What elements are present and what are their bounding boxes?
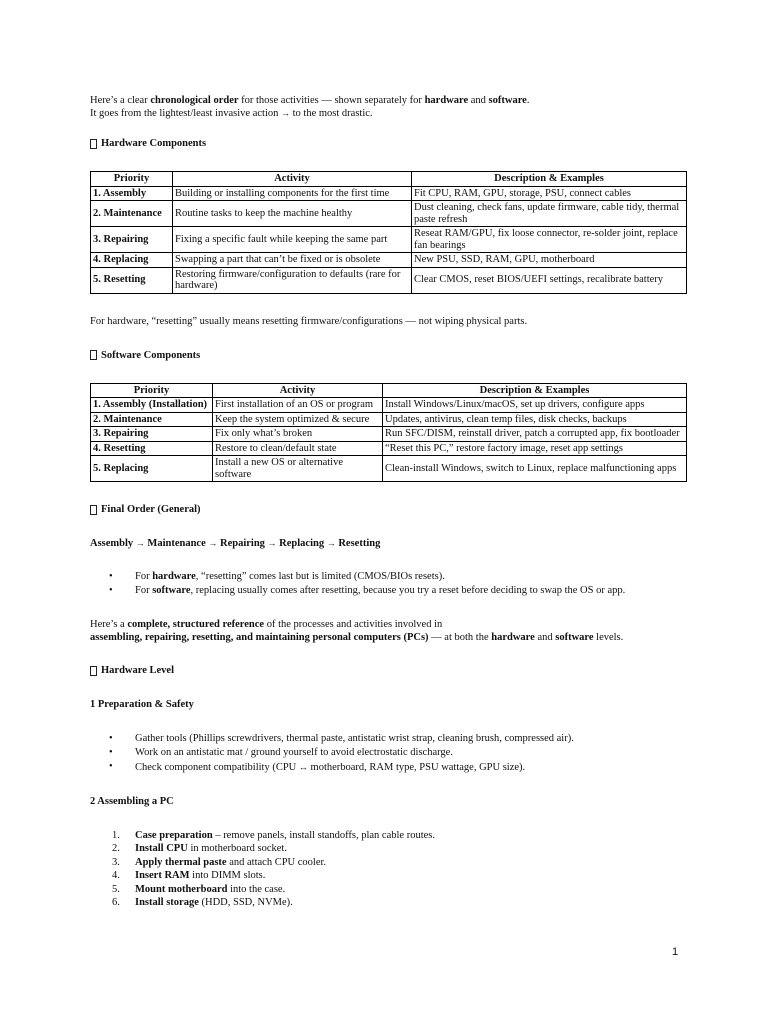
arrow-icon: → (135, 538, 145, 548)
heading-text: 1 Preparation & Safety (90, 699, 194, 710)
description-cell: Dust cleaning, check fans, update firmware, cable tidy, thermal paste refresh (412, 201, 687, 227)
text: For (135, 571, 153, 582)
text-bold: hardware (491, 632, 535, 643)
column-header: Description & Examples (383, 383, 687, 398)
description-cell: Updates, antivirus, clean temp files, disk checks, backups (383, 412, 687, 427)
activity-cell: Swapping a part that can’t be fixed or is obsolete (173, 253, 412, 268)
list-item (112, 842, 686, 855)
heading-text: Hardware Level (101, 665, 174, 676)
list-item (112, 856, 686, 869)
text-bold: software (488, 95, 527, 106)
reference-line-1 (90, 618, 686, 631)
activity-cell: Fixing a specific fault while keeping the same part (173, 227, 412, 253)
column-header: Description & Examples (412, 172, 687, 187)
text-bold: Insert RAM (135, 870, 190, 882)
priority-cell: 5. Replacing (91, 456, 213, 482)
table-row (91, 201, 687, 227)
text-bold: Mount motherboard (135, 883, 228, 895)
subheading-preparation (90, 698, 686, 711)
column-header: Activity (213, 383, 383, 398)
list-item (135, 760, 686, 775)
text: Check component compatibility (CPU (135, 762, 299, 773)
column-header: Activity (173, 172, 412, 187)
text-bold: Apply thermal paste (135, 856, 227, 868)
priority-cell: 3. Repairing (91, 427, 213, 442)
heading-text: Final Order (General) (101, 504, 201, 515)
priority-cell: 1. Assembly (91, 186, 173, 201)
table-row (91, 398, 687, 413)
text-bold: hardware (424, 95, 469, 106)
text: . (526, 95, 530, 106)
heading-text: 2 Assembling a PC (90, 796, 174, 807)
table-header-row (91, 172, 687, 187)
description-cell: Reseat RAM/GPU, fix loose connector, re-solder joint, replace fan bearings (412, 227, 687, 253)
reference-line-2 (90, 631, 686, 644)
text: for those activities — shown separately for (238, 95, 425, 106)
assembly-steps-list (90, 829, 686, 909)
text: (HDD, SSD, NVMe). (198, 897, 293, 909)
arrow-icon: → (208, 538, 218, 548)
section-heading-software (90, 349, 686, 362)
description-cell: Fit CPU, RAM, GPU, storage, PSU, connect cables (412, 186, 687, 201)
text: into the case. (227, 883, 286, 895)
missing-glyph-icon (90, 350, 97, 360)
step-number: 2. (112, 843, 120, 855)
hardware-note: For hardware, “resetting” usually means resetting firmware/configurations — not wiping physical parts. (90, 315, 528, 327)
text: It goes from the lightest/least invasive action (90, 108, 281, 119)
heading-text: Hardware Components (101, 138, 207, 149)
text: Here’s a clear (90, 95, 151, 106)
activity-cell: Fix only what’s broken (213, 427, 383, 442)
text-bold: complete, structured reference (127, 619, 265, 630)
missing-glyph-icon (90, 666, 97, 676)
description-cell: Run SFC/DISM, reinstall driver, patch a corrupted app, fix bootloader (383, 427, 687, 442)
description-cell: New PSU, SSD, RAM, GPU, motherboard (412, 253, 687, 268)
text-bold: assembling, repairing, resetting, and maintaining personal computers (PCs) (90, 632, 429, 643)
subheading-assembling (90, 795, 686, 808)
heading-text: Software Components (101, 349, 201, 361)
sequence-step: Replacing (279, 538, 325, 549)
text: , “resetting” comes last but is limited (CMOS/BIOs resets). (195, 571, 445, 582)
intro-line-1 (90, 94, 686, 107)
section-heading-final-order (90, 503, 686, 516)
final-order-bullets (90, 570, 686, 598)
priority-cell: 4. Resetting (91, 441, 213, 456)
step-number: 3. (112, 856, 120, 868)
step-number: 4. (112, 870, 120, 882)
description-cell: Clean-install Windows, switch to Linux, replace malfunctioning apps (383, 456, 687, 482)
step-number: 6. (112, 897, 120, 909)
text: and attach CPU cooler. (226, 856, 327, 868)
document-page (90, 94, 686, 909)
list-item (112, 829, 686, 842)
text-bold: hardware (152, 571, 196, 582)
text: — at both the (428, 632, 492, 643)
text: motherboard, RAM type, PSU wattage, GPU size). (307, 762, 526, 773)
text: in motherboard socket. (187, 843, 287, 855)
table-row (91, 456, 687, 482)
arrow-icon: → (326, 538, 336, 548)
page-number: 1 (672, 946, 679, 958)
table-row (91, 186, 687, 201)
section-heading-hardware-level (90, 664, 686, 677)
text: – remove panels, install standoffs, plan cable routes. (212, 830, 435, 841)
text: , replacing usually comes after resetting, because you try a reset before deciding to swap the OS or app. (190, 585, 626, 596)
list-item (135, 584, 686, 598)
missing-glyph-icon (90, 139, 97, 149)
text-bold: software (152, 585, 191, 596)
table-row (91, 253, 687, 268)
preparation-list (90, 732, 686, 775)
activity-cell: Restoring firmware/configuration to defaults (rare for hardware) (173, 267, 412, 293)
text-bold: Install CPU (135, 843, 188, 855)
description-cell: “Reset this PC,” restore factory image, reset app settings (383, 441, 687, 456)
list-item: • Gather tools (Phillips screwdrivers, thermal paste, antistatic wrist strap, cleaning brush, compressed air). (135, 732, 686, 746)
text-bold: Install storage (135, 897, 199, 909)
sequence-step: Repairing (220, 538, 265, 549)
text-bold: Case preparation (135, 830, 213, 841)
table-row (91, 227, 687, 253)
list-item (112, 883, 686, 896)
table-row (91, 441, 687, 456)
description-cell: Clear CMOS, reset BIOS/UEFI settings, recalibrate battery (412, 267, 687, 293)
text: and (468, 95, 489, 106)
text: Here’s a (90, 619, 128, 630)
list-item (135, 570, 686, 584)
table-row (91, 267, 687, 293)
activity-cell: First installation of an OS or program (213, 398, 383, 413)
text-bold: chronological order (150, 95, 239, 106)
sequence-step: Resetting (338, 538, 381, 549)
activity-cell: Restore to clean/default state (213, 441, 383, 456)
text: and (534, 632, 556, 643)
priority-cell: 2. Maintenance (91, 201, 173, 227)
text: of the processes and activities involved in (264, 619, 443, 630)
activity-cell: Keep the system optimized & secure (213, 412, 383, 427)
list-item: • Work on an antistatic mat / ground yourself to avoid electrostatic discharge. (135, 746, 686, 760)
final-order-sequence (90, 537, 686, 550)
table-header-row (91, 383, 687, 398)
activity-cell: Install a new OS or alternative software (213, 456, 383, 482)
activity-cell: Routine tasks to keep the machine healthy (173, 201, 412, 227)
section-heading-hardware (90, 137, 686, 150)
column-header: Priority (91, 172, 173, 187)
text: For (135, 585, 153, 596)
reference-paragraph (90, 618, 686, 644)
intro-line-2 (90, 107, 686, 120)
missing-glyph-icon (90, 505, 97, 515)
priority-cell: 1. Assembly (Installation) (91, 398, 213, 413)
double-arrow-icon: ↔ (298, 762, 308, 772)
list-item (112, 869, 686, 882)
table-row (91, 427, 687, 442)
priority-cell: 3. Repairing (91, 227, 173, 253)
text: to the most drastic. (290, 108, 373, 119)
list-item (112, 896, 686, 909)
priority-cell: 2. Maintenance (91, 412, 213, 427)
activity-cell: Building or installing components for the first time (173, 186, 412, 201)
text-bold: software (555, 632, 594, 643)
arrow-icon: → (267, 538, 277, 548)
text: levels. (593, 632, 624, 643)
text: into DIMM slots. (189, 870, 266, 882)
step-number: 5. (112, 883, 120, 895)
software-table (90, 383, 687, 483)
hardware-table (90, 171, 687, 294)
arrow-icon: → (281, 108, 290, 118)
intro-paragraph (90, 94, 686, 120)
priority-cell: 4. Replacing (91, 253, 173, 268)
priority-cell: 5. Resetting (91, 267, 173, 293)
table-row (91, 412, 687, 427)
sequence-step: Assembly (90, 538, 134, 549)
sequence-step: Maintenance (147, 538, 206, 549)
column-header: Priority (91, 383, 213, 398)
description-cell: Install Windows/Linux/macOS, set up drivers, configure apps (383, 398, 687, 413)
step-number: 1. (112, 830, 120, 841)
